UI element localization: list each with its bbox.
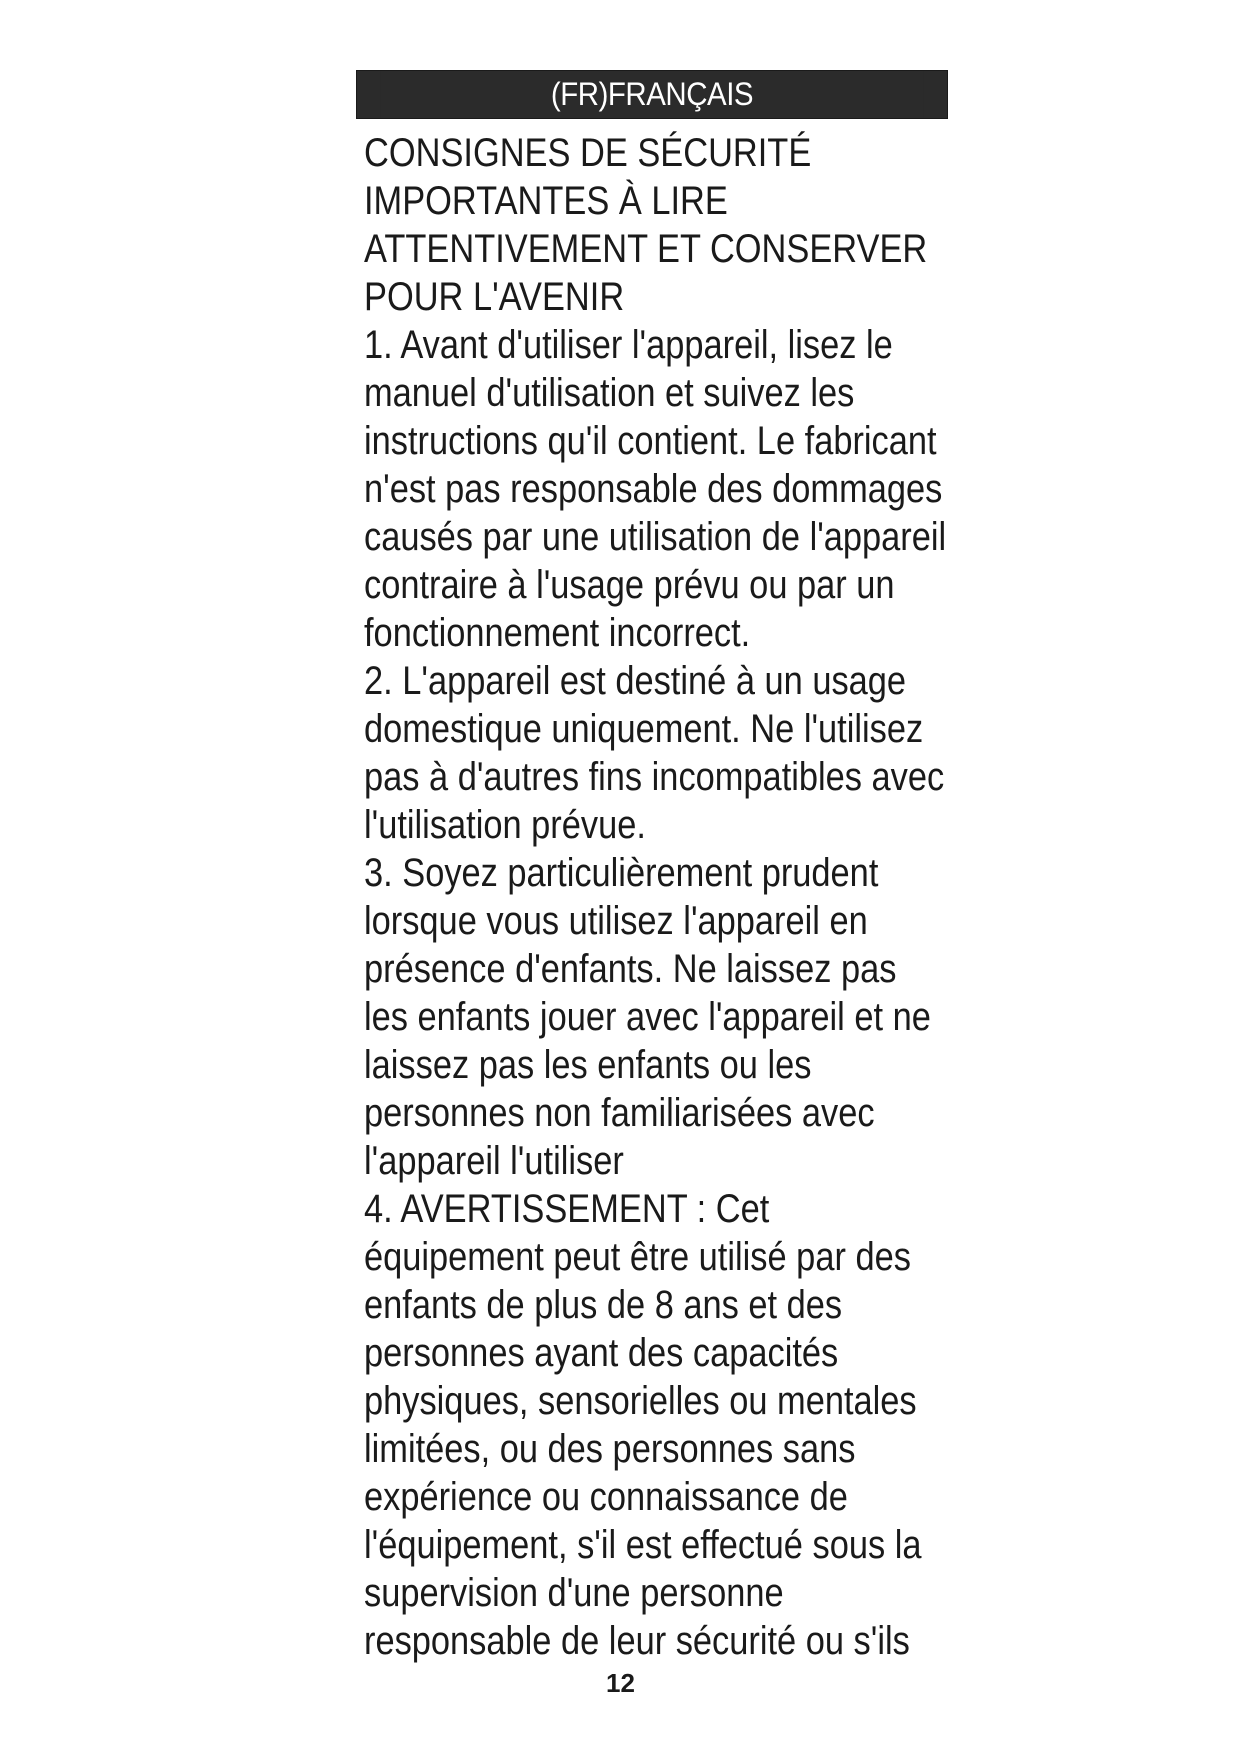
instruction-item-4: 4. AVERTISSEMENT : Cet équipement peut être utilisé par des enfants de plus de 8 ans et des personnes ayant des capacités physiques, sensorielles ou mentales limitées, ou des personnes sans expérience ou connaissance de l'équipement, s'il est effectué sous la supervision d'une personne responsable de leur sécurité ou s'ils [364, 1187, 922, 1663]
page-number: 12 [606, 1668, 635, 1698]
page-column [356, 70, 948, 1665]
safety-instructions [356, 119, 948, 1665]
instruction-item-3: 3. Soyez particulièrement prudent lorsque vous utilisez l'appareil en présence d'enfants. Ne laissez pas les enfants jouer avec l'appareil et ne laissez pas les enfants ou les personnes non familiarisées avec l'appareil l'utiliser [364, 851, 931, 1183]
language-label: (FR)FRANÇAIS [381, 71, 924, 118]
instruction-item-2: 2. L'appareil est destiné à un usage domestique uniquement. Ne l'utilisez pas à d'autres fins incompatibles avec l'utilisation prévue. [364, 659, 945, 847]
language-header-bar [356, 70, 948, 119]
instruction-item-1: 1. Avant d'utiliser l'appareil, lisez le manuel d'utilisation et suivez les instructions qu'il contient. Le fabricant n'est pas responsable des dommages causés par une utilisation de l'appareil contraire à l'usage prévu ou par un fonctionnement incorrect. [364, 323, 947, 655]
section-title: CONSIGNES DE SÉCURITÉ IMPORTANTES À LIRE ATTENTIVEMENT ET CONSERVER POUR L'AVENIR [364, 131, 928, 319]
